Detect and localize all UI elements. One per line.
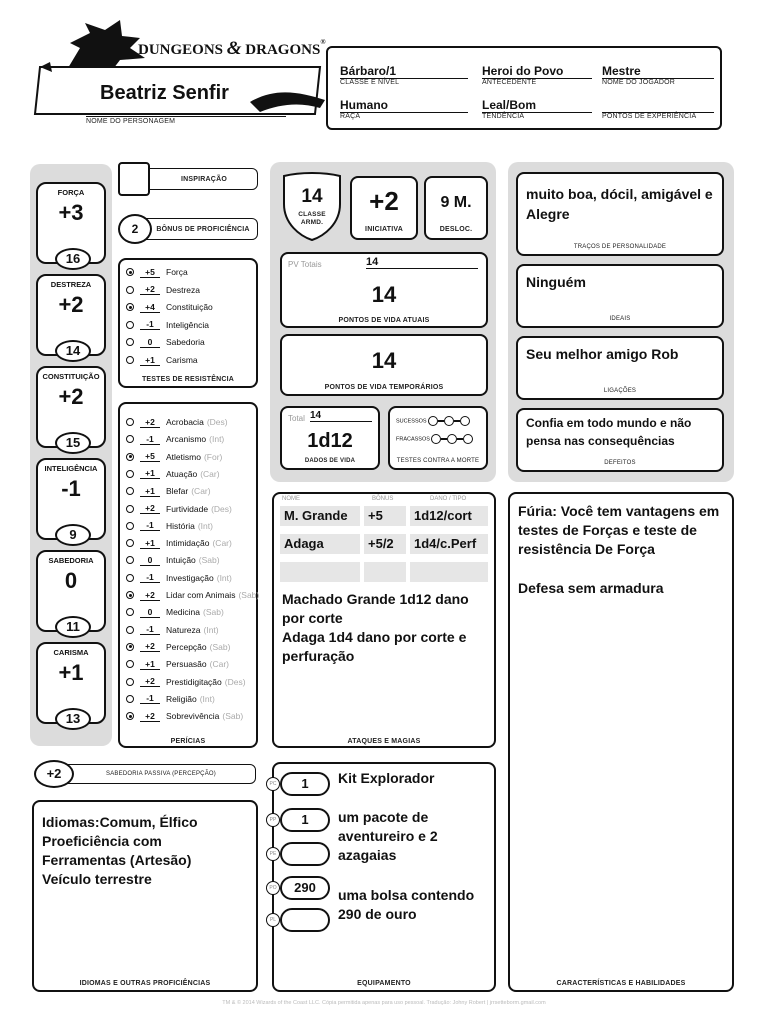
proficiency-dot-icon[interactable] (126, 539, 134, 547)
attack-2-bonus[interactable]: +5/2 (364, 534, 406, 554)
header-field-player[interactable] (602, 64, 714, 86)
equipment-item-1: Kit Explorador (338, 770, 435, 786)
skill-name: Medicina (166, 607, 201, 618)
saving-throw-row[interactable] (126, 282, 200, 298)
skill-value: +2 (140, 417, 160, 428)
skill-ability: (Sab) (222, 711, 244, 722)
attack-3-name[interactable] (280, 562, 360, 582)
bonds-text: Seu melhor amigo Rob (526, 346, 679, 362)
death-failures-row[interactable] (396, 434, 473, 444)
skill-row[interactable] (126, 483, 211, 499)
skill-ability: (Int) (199, 693, 215, 704)
coin-tag: PC (266, 777, 280, 791)
skill-value: +1 (140, 486, 160, 497)
ability-modifier: -1 (61, 476, 81, 501)
skill-row[interactable] (126, 518, 213, 534)
skill-value: +2 (140, 711, 160, 722)
skill-name: Acrobacia (166, 417, 204, 427)
saving-throw-name: Força (166, 267, 188, 277)
skill-value: 0 (140, 555, 160, 566)
proficiency-label: BÔNUS DE PROFICIÊNCIA (156, 226, 250, 233)
skill-row[interactable] (126, 691, 215, 707)
skill-value: 0 (140, 607, 160, 618)
skill-name: Prestidigitação (166, 676, 222, 687)
proficiency-dot-icon[interactable] (126, 556, 134, 564)
header-field-xp[interactable] (602, 98, 714, 120)
skill-row[interactable] (126, 708, 243, 724)
skill-row[interactable] (126, 674, 246, 690)
skill-name: Persuasão (166, 659, 207, 670)
death-successes-row[interactable] (396, 416, 470, 426)
initiative-label: INICIATIVA (365, 226, 403, 233)
languages-line-2: Proeficiência com (42, 833, 162, 849)
proficiency-dot-icon[interactable] (126, 505, 134, 513)
saving-throw-row[interactable] (126, 352, 198, 368)
skill-ability: (Int) (209, 434, 225, 445)
skill-row[interactable] (126, 431, 224, 447)
proficiency-dot-icon[interactable] (126, 321, 134, 329)
skill-ability: (Sab) (238, 590, 260, 600)
attack-note-2: Adaga 1d4 dano por corte e perfuração (282, 629, 467, 664)
saving-throw-value: +4 (140, 302, 160, 313)
languages-title: IDIOMAS E OUTRAS PROFICIÊNCIAS (79, 980, 211, 987)
saving-throw-name: Sabedoria (166, 337, 205, 348)
skill-row[interactable] (126, 656, 229, 672)
skill-ability: (Des) (224, 676, 246, 687)
header-field-alignment[interactable] (482, 98, 592, 120)
failure-circle-icon[interactable] (431, 434, 441, 444)
coin-tag: PL (266, 913, 280, 927)
failure-circle-icon[interactable] (463, 434, 473, 444)
hp-max-value[interactable]: 14 (366, 256, 478, 269)
skill-row[interactable] (126, 587, 259, 603)
coin-tag: PE (266, 847, 280, 861)
hit-dice-total-value[interactable]: 14 (310, 410, 372, 422)
skill-value: +1 (140, 468, 160, 479)
proficiency-dot-icon[interactable] (126, 522, 134, 530)
footer-copyright: TM & © 2014 Wizards of the Coast LLC. Cópia permitida apenas para uso pessoal. Tradução: Johny Robert | jrrsetteborm.gmail.com (222, 1000, 546, 1006)
bonds-label: LIGAÇÕES (603, 388, 637, 394)
ability-score[interactable]: 13 (55, 708, 91, 730)
attacks-header-damage: DANO / TIPO (430, 496, 467, 502)
attacks-title: ATAQUES E MAGIAS (347, 738, 421, 745)
proficiency-dot-icon[interactable] (126, 453, 134, 461)
skill-name: Sobrevivência (166, 711, 220, 722)
attack-3-damage[interactable] (410, 562, 488, 582)
skill-value: -1 (140, 572, 160, 583)
ability-score[interactable]: 15 (55, 432, 91, 454)
skill-value: -1 (140, 434, 160, 445)
death-successes-label: SUCESSOS (396, 418, 427, 425)
skill-name: Arcanismo (166, 434, 207, 445)
proficiency-dot-icon[interactable] (126, 286, 134, 294)
skill-ability: (Car) (209, 659, 229, 670)
attack-note-1: Machado Grande 1d12 dano por corte (282, 591, 469, 626)
languages-line-3: Ferramentas (Artesão) (42, 852, 192, 868)
saving-throw-value: +1 (140, 355, 160, 366)
skill-value: +2 (140, 676, 160, 687)
proficiency-dot-icon[interactable] (126, 470, 134, 478)
skill-name: Atletismo (166, 451, 201, 462)
attack-2-damage[interactable]: 1d4/c.Perf (410, 534, 488, 554)
brand-amp: & (226, 38, 242, 59)
attack-1-damage[interactable]: 1d12/cort (410, 506, 488, 526)
saving-throws-title: TESTES DE RESISTÊNCIA (141, 376, 235, 383)
proficiency-dot-icon[interactable] (126, 487, 134, 495)
proficiency-dot-icon[interactable] (126, 268, 134, 276)
proficiency-dot-icon[interactable] (126, 660, 134, 668)
death-failures-label: FRACASSOS (396, 436, 430, 443)
saving-throw-value: +2 (140, 284, 160, 295)
skill-value: +1 (140, 538, 160, 549)
skill-value: -1 (140, 693, 160, 704)
passive-label: SABEDORIA PASSIVA (PERCEPÇÃO) (106, 771, 216, 777)
brand-right: DRAGONS (245, 42, 321, 58)
success-circle-icon[interactable] (460, 416, 470, 426)
ability-dexterity[interactable] (36, 274, 106, 356)
saving-throw-row[interactable] (126, 264, 188, 280)
ability-intelligence[interactable] (36, 458, 106, 540)
skill-ability: (For) (203, 451, 223, 462)
proficiency-dot-icon[interactable] (126, 695, 134, 703)
skill-name: Intimidação (166, 538, 210, 549)
features-text-2: Defesa sem armadura (518, 580, 664, 596)
skill-name: Furtividade (166, 503, 209, 514)
ability-wisdom[interactable] (36, 550, 106, 632)
speed-value: 9 M. (440, 194, 472, 211)
proficiency-dot-icon[interactable] (126, 418, 134, 426)
skill-ability: (Car) (191, 486, 211, 497)
header-field-class[interactable] (340, 64, 468, 86)
skill-value: +2 (140, 590, 160, 601)
skill-row[interactable] (126, 414, 228, 430)
speed-label: DESLOC. (439, 226, 473, 233)
flaws-label: DEFEITOS (604, 460, 636, 466)
ability-constitution[interactable] (36, 366, 106, 448)
success-circle-icon[interactable] (428, 416, 438, 426)
player-label: NOME DO JOGADOR (602, 78, 714, 86)
ability-name: FORÇA (57, 188, 85, 197)
background-value: Heroi do Povo (482, 64, 564, 78)
skill-ability: (Sab) (198, 555, 220, 566)
proficiency-dot-icon[interactable] (126, 608, 134, 616)
languages-line-4: Veículo terrestre (42, 871, 152, 887)
race-value: Humano (340, 98, 388, 112)
ability-modifier: +3 (58, 200, 84, 225)
ability-strength[interactable] (36, 182, 106, 264)
skill-row[interactable] (126, 466, 220, 482)
ability-score[interactable]: 14 (55, 340, 91, 362)
features-text-1: Fúria: Você tem vantagens em testes de Forças e teste de resistência De Força (518, 503, 720, 557)
saving-throw-name: Destreza (166, 284, 201, 295)
skill-ability: (Car) (212, 538, 232, 549)
saving-throw-name: Inteligência (166, 319, 210, 330)
race-label: RAÇA (340, 112, 468, 120)
skill-row[interactable] (126, 622, 219, 638)
attack-3-bonus[interactable] (364, 562, 406, 582)
coin-value[interactable]: 290 (280, 876, 330, 900)
proficiency-dot-icon[interactable] (126, 626, 134, 634)
ability-name: SABEDORIA (48, 556, 94, 565)
skill-value: +5 (140, 451, 160, 462)
ability-modifier: 0 (64, 568, 78, 593)
attack-2-name[interactable]: Adaga (280, 534, 360, 554)
coin-value[interactable]: 1 (280, 808, 330, 832)
character-name-label: NOME DO PERSONAGEM (86, 116, 286, 125)
ability-score[interactable]: 16 (55, 248, 91, 270)
skill-row[interactable] (126, 639, 230, 655)
ability-name: INTELIGÊNCIA (44, 464, 98, 473)
ability-score[interactable]: 9 (55, 524, 91, 546)
coin-value[interactable] (280, 842, 330, 866)
success-circle-icon[interactable] (444, 416, 454, 426)
skill-ability: (Sab) (203, 607, 224, 618)
skill-name: Atuação (166, 468, 198, 479)
hp-temp-label: PONTOS DE VIDA TEMPORÁRIOS (324, 384, 444, 391)
background-label: ANTECEDENTE (482, 78, 592, 86)
hit-dice-label: DADOS DE VIDA (304, 458, 356, 464)
alignment-value: Leal/Bom (482, 98, 537, 112)
ability-modifier: +1 (58, 660, 84, 685)
death-saves-label: TESTES CONTRA A MORTE (396, 458, 480, 464)
armor-class-label-1: CLASSE (298, 211, 326, 218)
xp-value (602, 98, 714, 112)
skill-ability: (Int) (203, 624, 219, 635)
proficiency-dot-icon[interactable] (126, 303, 134, 311)
hp-max-label: PV Totais (288, 260, 322, 269)
proficiency-dot-icon[interactable] (126, 338, 134, 346)
alignment-label: TENDÊNCIA (482, 112, 592, 120)
proficiency-dot-icon[interactable] (126, 574, 134, 582)
skill-name: Natureza (166, 624, 201, 635)
skill-value: +1 (140, 659, 160, 670)
skill-ability: (Int) (197, 520, 213, 531)
skill-row[interactable] (126, 570, 232, 586)
skill-row[interactable] (126, 501, 232, 517)
skill-ability: (Des) (206, 417, 228, 427)
skills-title: PERÍCIAS (170, 738, 206, 745)
saving-throw-value: -1 (140, 319, 160, 330)
skill-name: Religião (166, 693, 197, 704)
skill-ability: (Des) (211, 503, 232, 514)
proficiency-dot-icon[interactable] (126, 435, 134, 443)
skill-name: Lidar com Animais (166, 590, 236, 600)
skill-ability: (Int) (216, 572, 232, 583)
class-value: Bárbaro/1 (340, 64, 397, 78)
proficiency-value[interactable]: 2 (118, 214, 152, 244)
skill-name: Investigação (166, 572, 214, 583)
attack-1-bonus[interactable]: +5 (364, 506, 406, 526)
logo (60, 18, 330, 66)
skill-row[interactable] (126, 535, 232, 551)
equipment-title: EQUIPAMENTO (357, 980, 411, 987)
header-field-background[interactable] (482, 64, 592, 86)
passive-value[interactable]: +2 (34, 760, 74, 788)
skill-value: +2 (140, 503, 160, 514)
hp-current-label: PONTOS DE VIDA ATUAIS (338, 317, 430, 324)
initiative-value: +2 (369, 186, 399, 216)
personality-traits-text: muito boa, dócil, amigável e Alegre (526, 186, 713, 222)
skill-name: Blefar (166, 486, 189, 497)
skill-value: +2 (140, 641, 160, 652)
proficiency-dot-icon[interactable] (126, 643, 134, 651)
coin-value[interactable]: 1 (280, 772, 330, 796)
hp-current-value: 14 (371, 282, 397, 307)
saving-throw-name: Constituição (166, 302, 213, 313)
skill-name: Percepção (166, 641, 207, 652)
skill-row[interactable] (126, 552, 220, 568)
coin-value[interactable] (280, 908, 330, 932)
saving-throw-value: +5 (140, 267, 160, 278)
character-name[interactable]: Beatriz Senfir (100, 82, 229, 104)
ability-modifier: +2 (58, 292, 84, 317)
class-label: CLASSE E NÍVEL (340, 78, 468, 86)
failure-circle-icon[interactable] (447, 434, 457, 444)
hit-dice-value: 1d12 (307, 430, 353, 452)
ability-name: DESTREZA (50, 280, 92, 289)
skill-ability: (Car) (200, 468, 220, 479)
personality-traits-label: TRAÇOS DE PERSONALIDADE (573, 244, 667, 250)
ability-modifier: +2 (58, 384, 84, 409)
flaws-text: Confia em todo mundo e não pensa nas consequências (526, 416, 692, 448)
ideals-text: Ninguém (526, 274, 586, 290)
skill-row[interactable] (126, 604, 224, 620)
ideals-label: IDEAIS (609, 316, 631, 322)
player-value: Mestre (602, 64, 641, 78)
features-title: CARACTERÍSTICAS E HABILIDADES (556, 980, 686, 987)
skill-ability: (Sab) (209, 641, 231, 652)
inspiration-label: INSPIRAÇÃO (181, 176, 227, 183)
hit-dice-total-label: Total (288, 414, 305, 423)
skill-name: História (166, 520, 195, 531)
xp-label: PONTOS DE EXPERIÊNCIA (602, 112, 714, 120)
saving-throw-row[interactable] (126, 317, 209, 333)
skill-value: -1 (140, 624, 160, 635)
armor-class-label-2: ARMD. (300, 219, 324, 226)
saving-throw-row[interactable] (126, 334, 205, 350)
skill-value: -1 (140, 520, 160, 531)
saving-throw-name: Carisma (166, 355, 198, 365)
ability-charisma[interactable] (36, 642, 106, 724)
saving-throw-value: 0 (140, 337, 160, 348)
attacks-header-bonus: BÔNUS (372, 496, 394, 502)
brand-reg: ® (320, 38, 326, 46)
armor-class-value[interactable]: 14 (301, 186, 323, 207)
saving-throw-row[interactable] (126, 299, 213, 315)
skill-row[interactable] (126, 449, 222, 465)
features-box[interactable] (508, 492, 734, 992)
coin-tag: PP (266, 813, 280, 827)
attacks-header-name: NOME (282, 496, 300, 502)
brand-left: DUNGEONS (138, 42, 224, 58)
hp-temp-value: 14 (371, 348, 397, 373)
coin-tag: PO (266, 881, 280, 895)
attack-1-name[interactable]: M. Grande (280, 506, 360, 526)
skill-name: Intuição (166, 555, 196, 566)
proficiency-dot-icon[interactable] (126, 712, 134, 720)
proficiency-dot-icon[interactable] (126, 356, 134, 364)
proficiency-dot-icon[interactable] (126, 591, 134, 599)
ability-name: CONSTITUIÇÃO (42, 372, 100, 381)
header-field-race[interactable] (340, 98, 468, 120)
equipment-item-2: um pacote de aventureiro e 2 azagaias (338, 809, 438, 863)
inspiration-box[interactable] (118, 162, 150, 196)
ability-name: CARISMA (53, 648, 89, 657)
proficiency-dot-icon[interactable] (126, 678, 134, 686)
equipment-item-3: uma bolsa contendo 290 de ouro (338, 887, 475, 922)
ability-score[interactable]: 11 (55, 616, 91, 638)
languages-line-1: Idiomas:Comum, Élfico (42, 814, 198, 830)
